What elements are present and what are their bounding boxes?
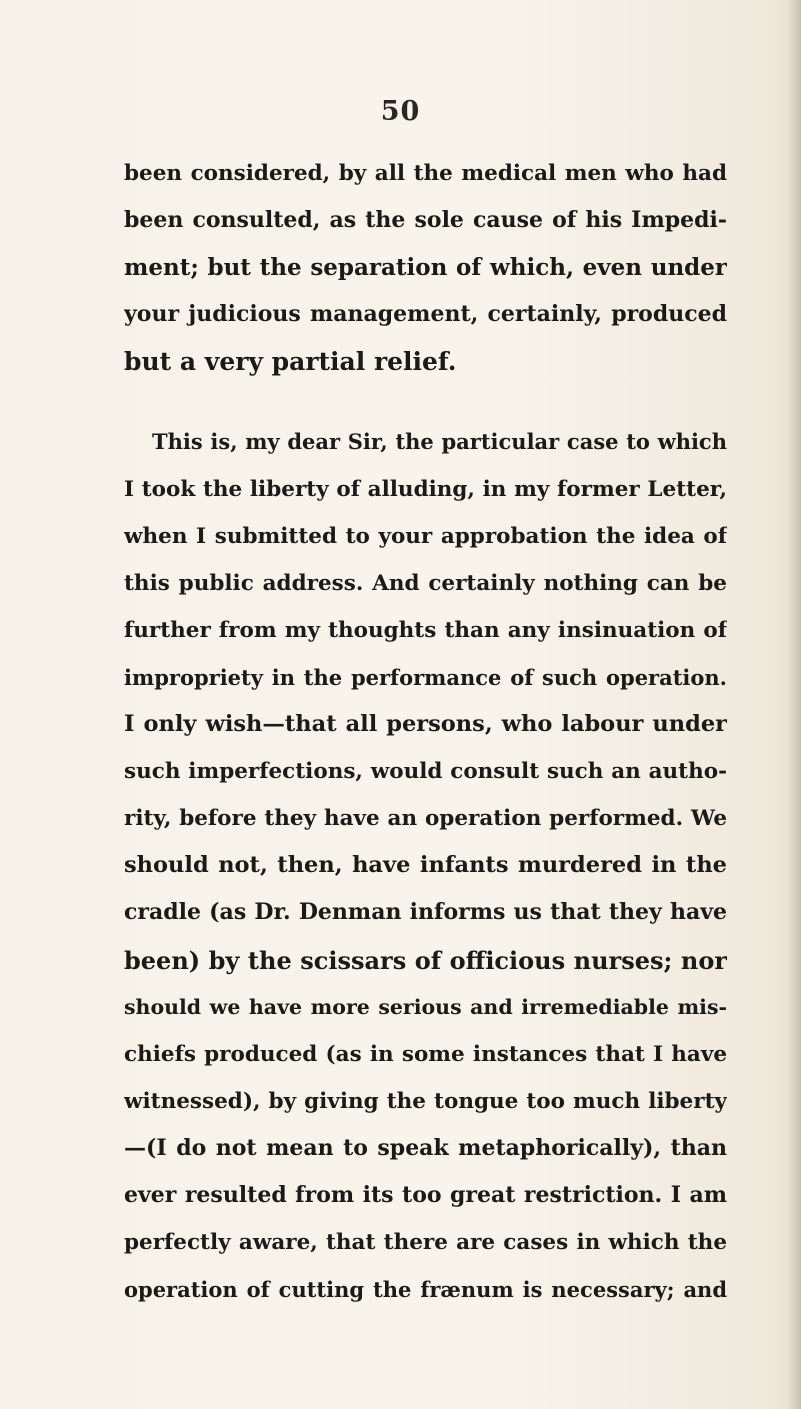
page-edge-shadow: [787, 0, 801, 1409]
text-line: further from my thoughts than any insinuation of: [124, 617, 727, 643]
page-number: 50: [380, 96, 421, 127]
text-line: rity, before they have an operation performed. We: [124, 806, 727, 832]
text-line: been considered, by all the medical men who had: [124, 161, 727, 186]
text-line: impropriety in the performance of such operation.: [124, 664, 727, 690]
text-line: should not, then, have infants murdered in the: [124, 852, 727, 879]
text-line: witnessed), by giving the tongue too much liberty: [124, 1088, 727, 1114]
text-line: I took the liberty of alluding, in my former Letter,: [124, 476, 727, 502]
text-line: This is, my dear Sir, the particular case to which: [152, 429, 727, 455]
text-line: chiefs produced (as in some instances that I have: [124, 1041, 727, 1067]
body-text: [124, 150, 727, 1313]
text-line: —(I do not mean to speak metaphorically), than: [124, 1134, 727, 1161]
text-line: ment; but the separation of which, even under: [124, 254, 727, 282]
paragraph-1: [124, 150, 727, 385]
paragraph-2: [124, 418, 727, 1313]
text-line: ever resulted from its too great restriction. I am: [124, 1181, 727, 1208]
text-line: I only wish—that all persons, who labour under: [124, 711, 727, 738]
text-line: operation of cutting the frænum is necessary; and: [124, 1277, 727, 1303]
paragraph-gap: [124, 385, 727, 418]
text-line: your judicious management, certainly, produced: [124, 301, 727, 328]
text-line: but a very partial relief.: [124, 347, 457, 377]
text-line: this public address. And certainly nothing can be: [124, 570, 727, 596]
text-line: been consulted, as the sole cause of his Impedi-: [124, 207, 727, 234]
text-line: should we have more serious and irremediable mis-: [124, 994, 727, 1019]
text-line: been) by the scissars of officious nurses; nor: [124, 945, 727, 975]
text-line: perfectly aware, that there are cases in which the: [124, 1230, 727, 1256]
text-line: cradle (as Dr. Denman informs us that they have: [124, 899, 727, 926]
text-line: when I submitted to your approbation the idea of: [124, 523, 727, 549]
text-line: such imperfections, would consult such an autho-: [124, 759, 727, 785]
